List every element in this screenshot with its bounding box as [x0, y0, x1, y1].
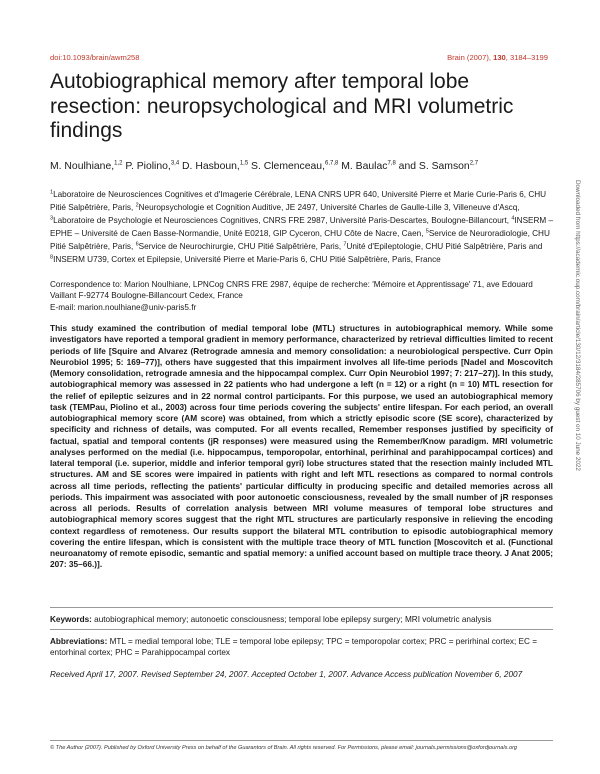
author-list [50, 161, 550, 172]
author: P. Piolino,$^{3,4}$ [122, 161, 180, 173]
doi-link[interactable]: doi:10.1093/brain/awm258 [50, 53, 140, 62]
author: M. Baulac$^{7,8}$ [338, 161, 396, 173]
download-watermark [574, 180, 586, 600]
keywords [50, 615, 553, 624]
download-note: Downloaded from https://academic.oup.com/brain/article/130/12/3184/285706 by guest on 10 June 2022 [574, 180, 581, 471]
paper-title: Autobiographical memory after temporal lobe resection: neuropsychological and MRI volumetric findings [50, 70, 514, 142]
abbreviations [50, 636, 553, 659]
author: S. Clemenceau,$^{6,7,8}$ [248, 161, 339, 173]
divider [50, 740, 553, 741]
affiliation: $^2$Neuropsychologie et Cognition Auditive, JE 2497, Université Charles de Gaulle-Lille 3, Villeneuve d'Ascq, [135, 202, 520, 212]
affiliation: $^3$Laboratoire de Psychologie et Neurosciences Cognitives, CNRS FRE 2987, Université Paris-Descartes, Boulogne-Billancourt, [50, 215, 512, 225]
divider [50, 607, 553, 608]
journal-year: (2007), [464, 53, 494, 62]
correspondence-address: Correspondence to: Marion Noulhiane, LPNCog CNRS FRE 2987, équipe de recherche: 'Mémoire et Apprentissage' 71, ave Edouard Vaillant F-92774 Boulogne-Billancourt Cedex, France [50, 280, 533, 301]
correspondence [50, 279, 556, 313]
affiliations [50, 187, 556, 265]
author: and S. Samson$^{2,7}$ [395, 161, 479, 173]
journal-pages: , 3184–3199 [505, 53, 548, 62]
journal-citation [447, 53, 548, 62]
abbreviations-label: Abbreviations: [50, 637, 108, 646]
keywords-label: Keywords: [50, 615, 92, 624]
author: D. Hasboun,$^{1,5}$ [179, 161, 249, 173]
publication-dates: Received April 17, 2007. Revised September 24, 2007. Accepted October 1, 2007. Advance Access publication November 6, 2007 [50, 670, 523, 679]
affiliation: $^8$INSERM U739, Cortex et Epilepsie, Université Pierre et Marie-Paris 6, CHU Pitié Salpêtrière, Paris, France [50, 254, 441, 264]
correspondence-email[interactable]: E-mail: marion.noulhiane@univ-paris5.fr [50, 302, 197, 312]
keywords-text: autobiographical memory; autonoetic consciousness; temporal lobe epilepsy surgery; MRI volumetric analysis [91, 615, 492, 624]
affiliation: $^4$INSERM – EPHE – Université de Caen Basse-Normandie, Unité E0218, GIP Cyceron, CHU Côte de Nacre, Caen, [50, 215, 554, 238]
author: M. Noulhiane,$^{1,2}$ [50, 161, 123, 173]
affiliation: $^5$Service de Neuroradiologie, CHU Pitié Salpêtrière, Paris, [50, 228, 550, 251]
abstract: This study examined the contribution of medial temporal lobe (MTL) structures in autobiographical memory. While some investigators have reported a temporal gradient in memory performance, characterized by retrieval difficulties limited to recent periods of life [Squire and Alvarez (Retrograde amnesia and memory consolidation: a neurobiological perspective. Curr Opin Neurobiol 1995; 5: 169–77)], others have suggested that this impairment involves all life-time periods [Nadel and Moscovitch (Memory consolidation, retrograde amnesia and the hippocampal complex. Curr Opin Neurobiol 1997; 7: 217–27)]. In this study, autobiographical memory was assessed in 22 patients who had undergone a left (n = 12) or a right (n = 10) MTL resection for the relief of epileptic seizures and in 22 normal control participants. For this purpose, we used an autobiographical memory task (TEMPau, Piolino et al., 2003) across four time periods covering the subjects' entire lifespan. For each period, an overall autobiographical memory score (AM score) was obtained, from which a strictly episodic score (SE score), characterized by specificity and richness of details, was computed. For all events recalled, Remember responses justified by specificity of factual, spatial and temporal contents (jR responses) were measured using the Remember/Know paradigm. MRI volumetric analyses performed on the medial (i.e. hippocampus, temporopolar, entorhinal, perirhinal and parahippocampal cortices) and lateral temporal (i.e. superior, middle and inferior temporal gyri) lobe structures stated that the resection mainly included MTL structures. AM and SE scores were impaired in patients with right and left MTL resections as compared to normal controls across all time periods, reflecting the patients' particular difficulty in producing specific and detailed memories across all periods. This impairment was associated with poor autonoetic consciousness, revealed by the small number of jR responses across all periods. Results of correlation analysis between MRI volume measures of temporal lobe structures and autobiographical memory scores suggest that the right MTL structures are particularly responsive in relieving the encoding context regardless of remoteness. Our results support the bilateral MTL contribution to episodic autobiographical memory covering the entire lifespan, which is consistent with the multiple trace theory of MTL function [Moscovitch et al. (Functional neuroanatomy of remote episodic, semantic and spatial memory: a unified account based on multiple trace theory. J Anat 2005; 207: 35–66.)]. [50, 323, 553, 570]
affiliation: $^6$Service de Neurochirurgie, CHU Pitié Salpêtrière, Paris, [135, 241, 344, 251]
copyright-footer: © The Author (2007). Published by Oxford University Press on behalf of the Guarantors of Brain. All rights reserved. For Permissions, please email: journals.permissions@oxfordjournals.org [50, 745, 518, 751]
journal-volume: 130 [493, 53, 506, 62]
divider [50, 629, 553, 630]
abbreviations-text: MTL = medial temporal lobe; TLE = temporal lobe epilepsy; TPC = temporopolar cortex; PRC = perirhinal cortex; EC = entorhinal cortex; PHC = Parahippocampal cortex [50, 637, 537, 658]
affiliation: $^1$Laboratoire de Neurosciences Cognitives et d'Imagerie Cérébrale, LENA CNRS UPR 640, Université Pierre et Marie Curie-Paris 6, CHU Pitié Salpêtrière, Paris, [50, 189, 547, 212]
affiliation: $^7$Unité d'Epileptologie, CHU Pitié Salpêtrière, Paris and [343, 241, 543, 251]
journal-name: Brain [447, 53, 465, 62]
